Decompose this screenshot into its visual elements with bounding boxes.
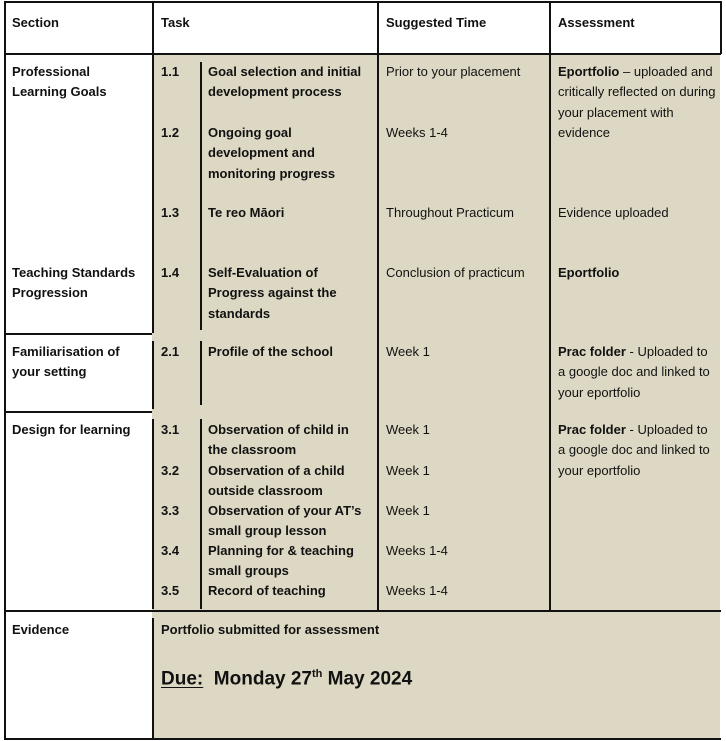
divider: [4, 333, 152, 335]
header-task: Task: [161, 15, 190, 30]
task-name: Self-Evaluation of Progress against the standards: [208, 265, 337, 321]
divider: [4, 411, 152, 413]
task-time: Weeks 1-4: [386, 583, 448, 598]
assessment-eportfolio-2: Eportfolio: [558, 265, 620, 280]
task-number: 1.2: [161, 125, 180, 140]
section-tsp: Teaching Standards Progression: [12, 265, 136, 301]
divider: [377, 1, 379, 610]
task-name: Record of teaching: [208, 583, 326, 598]
divider: [200, 341, 202, 405]
due-date: [161, 662, 412, 691]
task-time: Throughout Practicum: [386, 205, 514, 220]
divider: [4, 1, 6, 740]
task-name: Te reo Māori: [208, 205, 285, 220]
task-number: 1.1: [161, 64, 180, 79]
assessment-prac-folder-2: [558, 420, 718, 481]
header-section: Section: [12, 15, 59, 30]
task-name: Observation of your AT’s small group lesson: [208, 503, 362, 539]
task-name: Observation of a child outside classroom: [208, 463, 345, 499]
due-day: Monday 27: [213, 668, 312, 690]
assessment-evidence-uploaded: Evidence uploaded: [558, 205, 669, 220]
section-plg: Professional Learning Goals: [12, 64, 107, 100]
assessment-lead: Eportfolio: [558, 64, 620, 79]
task-number: 3.5: [161, 583, 180, 598]
task-name: Observation of child in the classroom: [208, 422, 349, 458]
assessment-prac-folder: [558, 342, 718, 403]
divider: [549, 1, 551, 610]
divider: [152, 1, 154, 55]
section-evidence: Evidence: [12, 622, 70, 637]
task-number: 3.3: [161, 503, 180, 518]
task-number: 3.1: [161, 422, 180, 437]
due-month-year: May 2024: [322, 668, 413, 690]
task-time: Conclusion of practicum: [386, 265, 525, 280]
task-time: Week 1: [386, 344, 430, 359]
due-label: Due:: [161, 668, 204, 690]
assessment-detail: - Uploaded to a google doc and linked to your eportfolio: [558, 344, 710, 400]
task-time: Weeks 1-4: [386, 543, 448, 558]
task-name: Profile of the school: [208, 344, 333, 359]
assessment-detail: – uploaded and critically reflected on during your placement with evidence: [558, 64, 716, 140]
assessment-lead: Prac folder: [558, 344, 626, 359]
header-assessment: Assessment: [558, 15, 635, 30]
task-number: 3.2: [161, 463, 180, 478]
task-name: Planning for & teaching small groups: [208, 543, 354, 579]
assessment-eportfolio: [558, 62, 718, 143]
divider: [152, 618, 154, 739]
task-number: 1.4: [161, 265, 180, 280]
divider: [152, 341, 154, 409]
header-time: Suggested Time: [386, 15, 487, 30]
due-ordinal: th: [312, 668, 323, 680]
task-number: 3.4: [161, 543, 180, 558]
task-time: Week 1: [386, 422, 430, 437]
divider: [4, 610, 721, 612]
divider: [152, 53, 154, 333]
assessment-detail: - Uploaded to a google doc and linked to your eportfolio: [558, 422, 710, 478]
evidence-text: Portfolio submitted for assessment: [161, 622, 380, 637]
divider: [4, 738, 721, 740]
divider: [720, 1, 722, 54]
task-number: 1.3: [161, 205, 180, 220]
divider: [200, 419, 202, 609]
task-number: 2.1: [161, 344, 180, 359]
task-time: Weeks 1-4: [386, 125, 448, 140]
task-name: Ongoing goal development and monitoring progress: [208, 125, 336, 181]
divider: [152, 419, 154, 609]
section-dfl: Design for learning: [12, 422, 131, 437]
task-time: Week 1: [386, 463, 430, 478]
task-name: Goal selection and initial development process: [208, 64, 362, 100]
divider: [4, 1, 721, 3]
divider: [200, 62, 202, 330]
divider: [4, 53, 721, 55]
section-fam: Familiarisation of your setting: [12, 344, 120, 380]
task-time: Week 1: [386, 503, 430, 518]
assessment-lead: Prac folder: [558, 422, 626, 437]
task-time: Prior to your placement: [386, 64, 521, 79]
